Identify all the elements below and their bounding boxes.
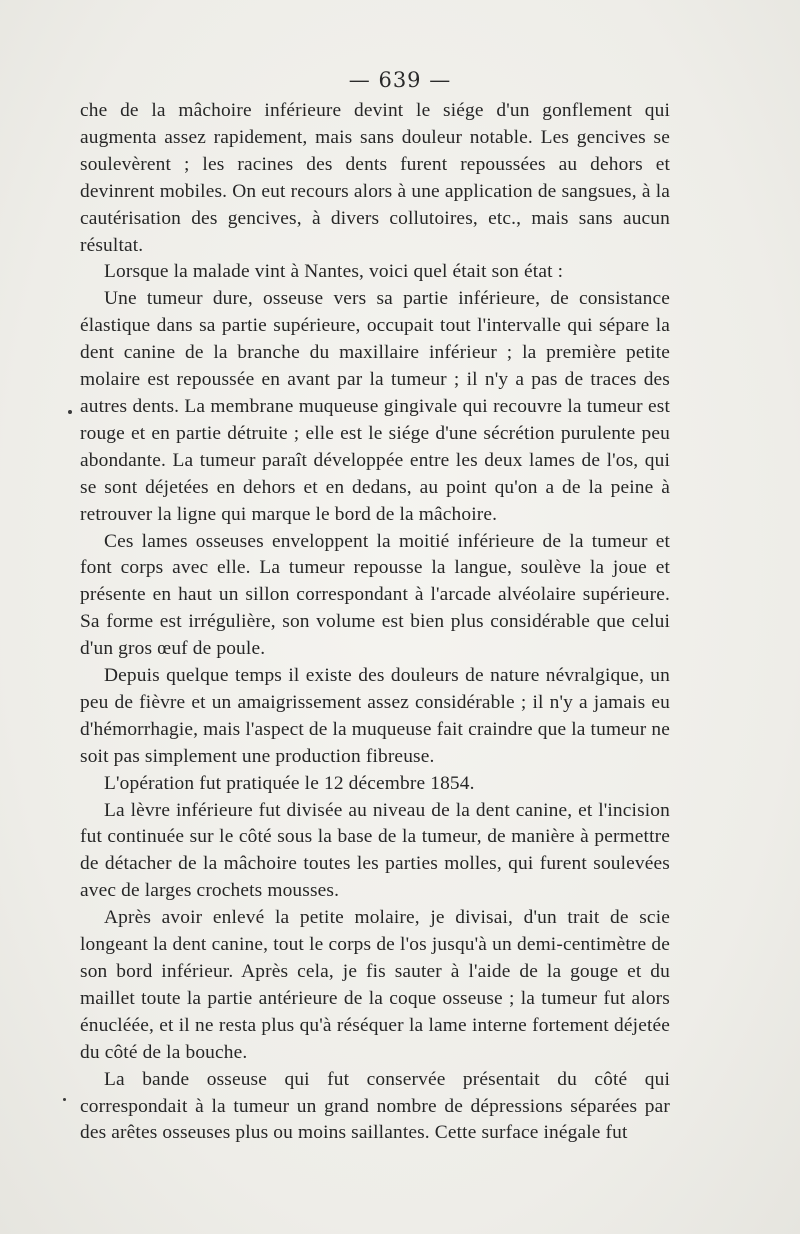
paragraph-5: Depuis quelque temps il existe des douleurs de nature névralgique, un peu de fièvre et un amaigrissement assez considérable ; il n'y a jamais eu d'hémorrhagie, mais l'aspect de la muqueuse fait craindre que la tumeur ne soit pas simplement une production fibreuse.: [80, 665, 670, 767]
print-speck: [68, 410, 72, 414]
body-text: [80, 98, 670, 1147]
paragraph-9: La bande osseuse qui fut conservée présentait du côté qui correspondait à la tumeur un grand nombre de dépressions séparées par des arêtes osseuses plus ou moins saillantes. Cette surface inégale fut: [80, 1068, 670, 1144]
paragraph-6: L'opération fut pratiquée le 12 décembre 1854.: [104, 772, 475, 794]
paragraph-2: Lorsque la malade vint à Nantes, voici quel était son état :: [104, 261, 564, 283]
paragraph-3: Une tumeur dure, osseuse vers sa partie inférieure, de consistance élastique dans sa partie supérieure, occupait tout l'intervalle qui sépare la dent canine de la branche du maxillaire inférieur ; la première petite molaire est repoussée en avant par la tumeur ; il n'y a pas de traces des autres dents. La membrane muqueuse gingivale qui recouvre la tumeur est rouge et en partie détruite ; elle est le siége d'une sécrétion purulente peu abondante. La tumeur paraît développée entre les deux lames de l'os, qui se sont déjetées en dehors et en dedans, au point qu'on a de la peine à retrouver la ligne qui marque le bord de la mâchoire.: [80, 288, 670, 525]
page-number: — 639 —: [348, 68, 452, 92]
paragraph-1: che de la mâchoire inférieure devint le siége d'un gonflement qui augmenta assez rapidement, mais sans douleur notable. Les gencives se soulevèrent ; les racines des dents furent repoussées au dehors et devinrent mobiles. On eut recours alors à une application de sangsues, à la cautérisation des gencives, à divers collutoires, etc., mais sans aucun résultat.: [80, 100, 670, 256]
paragraph-7: La lèvre inférieure fut divisée au niveau de la dent canine, et l'incision fut continuée sur le côté sous la base de la tumeur, de manière à permettre de détacher de la mâchoire toutes les parties molles, qui furent soulevées avec de larges crochets mousses.: [80, 799, 670, 902]
paragraph-4: Ces lames osseuses enveloppent la moitié inférieure de la tumeur et font corps avec elle. La tumeur repousse la langue, soulève la joue et présente en haut un sillon correspondant à l'arcade alvéolaire supérieure. Sa forme est irrégulière, son volume est bien plus considérable que celui d'un gros œuf de poule.: [80, 530, 670, 660]
paragraph-8: Après avoir enlevé la petite molaire, je divisai, d'un trait de scie longeant la dent canine, tout le corps de l'os jusqu'à un demi-centimètre de son bord inférieur. Après cela, je fis sauter à l'aide de la gouge et du maillet toute la partie antérieure de la coque osseuse ; la tumeur fut alors énucléée, et il ne resta plus qu'à réséquer la lame interne fortement déjetée du côté de la bouche.: [80, 907, 670, 1063]
print-speck: [63, 1098, 66, 1101]
